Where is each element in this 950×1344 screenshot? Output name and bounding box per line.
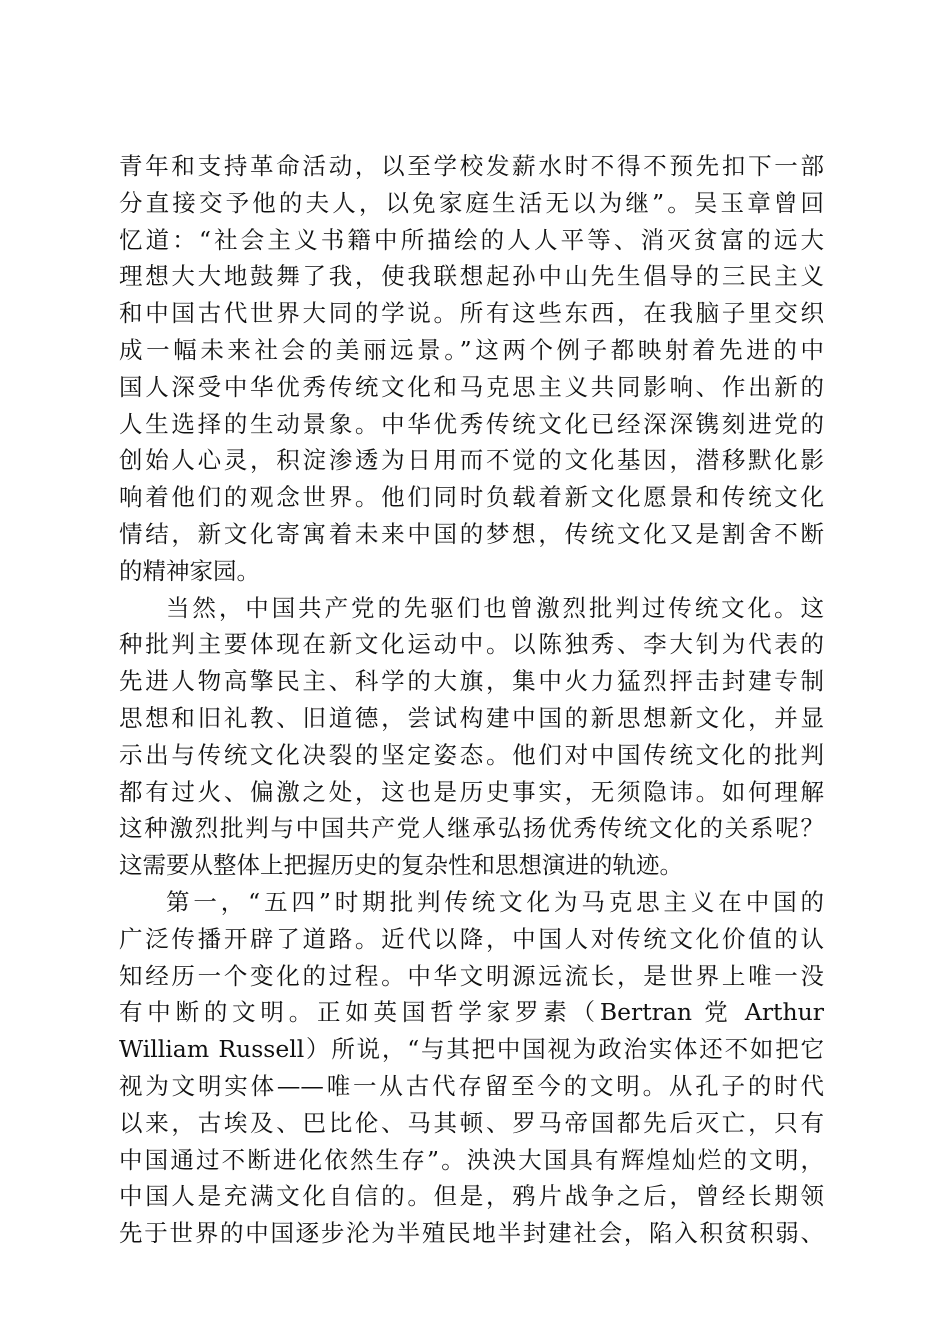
text-line: 这种激烈批判与中国共产党人继承弘扬优秀传统文化的关系呢？	[119, 814, 824, 843]
text-line: William Russell）所说，“与其把中国视为政治实体还不如把它	[119, 1035, 824, 1064]
text-line: 青年和支持革命活动，以至学校发薪水时不得不预先扣下一部	[119, 152, 824, 180]
text-line: 响着他们的观念世界。他们同时负载着新文化愿景和传统文化	[119, 483, 824, 512]
text-line: 以来，古埃及、巴比伦、马其顿、罗马帝国都先后灭亡，只有	[119, 1108, 824, 1137]
text-line: 人生选择的生动景象。中华优秀传统文化已经深深镌刻进党的	[119, 409, 824, 438]
text-line: 示出与传统文化决裂的坚定姿态。他们对中国传统文化的批判	[119, 740, 824, 769]
text-line: 都有过火、偏激之处，这也是历史事实，无须隐讳。如何理解	[119, 777, 824, 806]
text-line: 种批判主要体现在新文化运动中。以陈独秀、李大钊为代表的	[119, 630, 824, 659]
text-line: 有中断的文明。正如英国哲学家罗素（Bertran 党 Arthur	[119, 998, 824, 1027]
text-line: 和中国古代世界大同的学说。所有这些东西，在我脑子里交织	[119, 299, 824, 328]
text-line: 先于世界的中国逐步沦为半殖民地半封建社会，陷入积贫积弱、	[119, 1219, 824, 1248]
text-line: 理想大大地鼓舞了我，使我联想起孙中山先生倡导的三民主义	[119, 262, 824, 291]
text-line: 视为文明实体——唯一从古代存留至今的文明。从孔子的时代	[119, 1071, 824, 1100]
text-line: 第一，“五四”时期批判传统文化为马克思主义在中国的	[166, 887, 824, 916]
text-line: 这需要从整体上把握历史的复杂性和思想演进的轨迹。	[119, 851, 683, 880]
text-line: 知经历一个变化的过程。中华文明源远流长，是世界上唯一没	[119, 961, 824, 990]
text-line: 情结，新文化寄寓着未来中国的梦想，传统文化又是割舍不断	[119, 519, 824, 548]
body-text	[119, 148, 824, 1252]
text-line: 当然，中国共产党的先驱们也曾激烈批判过传统文化。这	[166, 593, 824, 622]
text-line: 广泛传播开辟了道路。近代以降，中国人对传统文化价值的认	[119, 924, 824, 953]
text-line: 中国通过不断进化依然生存”。泱泱大国具有辉煌灿烂的文明，	[119, 1145, 824, 1174]
text-line: 忆道：“社会主义书籍中所描绘的人人平等、消灭贫富的远大	[119, 225, 824, 254]
text-line: 国人深受中华优秀传统文化和马克思主义共同影响、作出新的	[119, 372, 824, 401]
text-line: 分直接交予他的夫人，以免家庭生活无以为继”。吴玉章曾回	[119, 188, 824, 217]
text-line: 的精神家园。	[119, 556, 260, 585]
text-line: 先进人物高擎民主、科学的大旗，集中火力猛烈抨击封建专制	[119, 667, 824, 696]
text-line: 思想和旧礼教、旧道德，尝试构建中国的新思想新文化，并显	[119, 703, 824, 732]
text-line: 创始人心灵，积淀渗透为日用而不觉的文化基因，潜移默化影	[119, 446, 824, 475]
text-line: 成一幅未来社会的美丽远景。”这两个例子都映射着先进的中	[119, 335, 824, 364]
text-line: 中国人是充满文化自信的。但是，鸦片战争之后，曾经长期领	[119, 1182, 824, 1211]
